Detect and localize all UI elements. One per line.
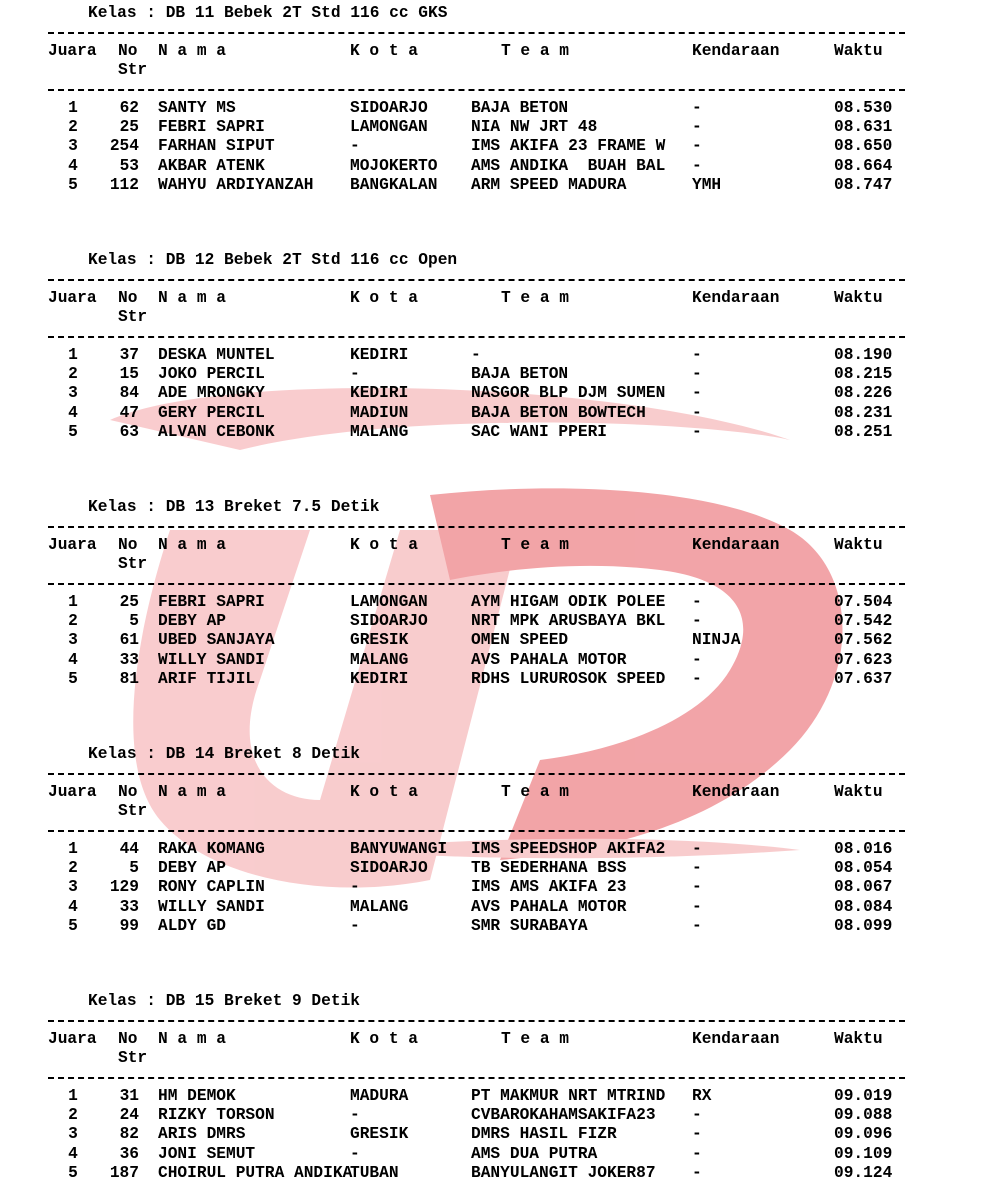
- team-cell: AMS DUA PUTRA: [471, 1144, 598, 1163]
- team-cell: CVBAROKAHAMSAKIFA23: [471, 1106, 656, 1125]
- team-cell: TB SEDERHANA BSS: [471, 859, 627, 878]
- header-waktu: Waktu: [834, 289, 883, 307]
- table-row: [0, 118, 1000, 137]
- separator-line: [48, 583, 905, 585]
- team-cell: NASGOR BLP DJM SUMEN: [471, 384, 666, 403]
- header-juara: Juara: [48, 42, 97, 60]
- kota-cell: MALANG: [350, 897, 409, 916]
- header-kota: K o t a: [350, 783, 418, 801]
- separator-line: [48, 830, 905, 832]
- header-waktu: Waktu: [834, 783, 883, 801]
- kota-cell: LAMONGAN: [350, 118, 428, 137]
- separator-line: [48, 1020, 905, 1022]
- no-start-cell: 81: [119, 669, 139, 688]
- waktu-cell: 08.067: [834, 878, 893, 897]
- kota-cell: TUBAN: [350, 1163, 399, 1182]
- header-str: Str: [118, 308, 148, 326]
- kota-cell: -: [350, 878, 360, 897]
- kota-cell: BANYUWANGI: [350, 840, 448, 858]
- team-cell: BAJA BETON BOWTECH: [471, 403, 646, 422]
- separator-line: [48, 32, 905, 34]
- no-start-cell: 15: [119, 365, 139, 384]
- table-row: [0, 423, 1000, 442]
- header-kota: K o t a: [350, 289, 418, 307]
- juara-cell: 2: [68, 118, 78, 137]
- table-row: [0, 1087, 1000, 1106]
- nama-cell: DESKA MUNTEL: [158, 346, 275, 364]
- kendaraan-cell: NINJA: [692, 631, 741, 650]
- team-cell: NIA NW JRT 48: [471, 118, 598, 137]
- waktu-cell: 08.251: [834, 422, 893, 441]
- waktu-cell: 08.016: [834, 840, 893, 858]
- no-start-cell: 31: [119, 1087, 139, 1105]
- kota-cell: MALANG: [350, 650, 409, 669]
- kota-cell: -: [350, 365, 360, 384]
- header-juara: Juara: [48, 536, 97, 554]
- kota-cell: KEDIRI: [350, 346, 409, 364]
- waktu-cell: 08.084: [834, 897, 893, 916]
- no-start-cell: 5: [129, 612, 139, 631]
- kendaraan-cell: -: [692, 384, 702, 403]
- juara-cell: 5: [68, 422, 78, 441]
- juara-cell: 2: [68, 365, 78, 384]
- table-row: [0, 1164, 1000, 1183]
- waktu-cell: 08.054: [834, 859, 893, 878]
- kendaraan-cell: -: [692, 916, 702, 935]
- team-cell: -: [471, 346, 481, 364]
- juara-cell: 1: [68, 593, 78, 611]
- header-str: Str: [118, 61, 148, 79]
- header-kendaraan: Kendaraan: [692, 783, 780, 801]
- waktu-cell: 07.562: [834, 631, 893, 650]
- table-row: [0, 137, 1000, 156]
- kota-cell: -: [350, 1144, 360, 1163]
- waktu-cell: 07.542: [834, 612, 893, 631]
- nama-cell: WILLY SANDI: [158, 650, 265, 669]
- kota-cell: KEDIRI: [350, 669, 409, 688]
- no-start-cell: 47: [119, 403, 139, 422]
- waktu-cell: 08.664: [834, 156, 893, 175]
- nama-cell: UBED SANJAYA: [158, 631, 275, 650]
- team-cell: AMS ANDIKA BUAH BAL: [471, 156, 666, 175]
- header-kendaraan: Kendaraan: [692, 1030, 780, 1048]
- waktu-cell: 08.747: [834, 175, 893, 194]
- kota-cell: -: [350, 137, 360, 156]
- juara-cell: 4: [68, 897, 78, 916]
- no-start-cell: 24: [119, 1106, 139, 1125]
- juara-cell: 5: [68, 916, 78, 935]
- waktu-cell: 08.190: [834, 346, 893, 364]
- team-cell: AVS PAHALA MOTOR: [471, 650, 627, 669]
- separator-line: [48, 89, 905, 91]
- no-start-cell: 82: [119, 1125, 139, 1144]
- kendaraan-cell: -: [692, 612, 702, 631]
- kendaraan-cell: -: [692, 650, 702, 669]
- separator-line: [48, 526, 905, 528]
- nama-cell: ARIS DMRS: [158, 1125, 246, 1144]
- header-str: Str: [118, 1049, 148, 1067]
- separator-line: [48, 1077, 905, 1079]
- header-kendaraan: Kendaraan: [692, 536, 780, 554]
- kendaraan-cell: -: [692, 1125, 702, 1144]
- table-row: [0, 898, 1000, 917]
- kendaraan-cell: -: [692, 156, 702, 175]
- juara-cell: 5: [68, 669, 78, 688]
- table-row: [0, 1145, 1000, 1164]
- juara-cell: 1: [68, 346, 78, 364]
- nama-cell: SANTY MS: [158, 99, 236, 117]
- team-cell: BAJA BETON: [471, 99, 569, 117]
- nama-cell: FEBRI SAPRI: [158, 593, 265, 611]
- header-juara: Juara: [48, 289, 97, 307]
- no-start-cell: 33: [119, 650, 139, 669]
- table-row: [0, 612, 1000, 631]
- juara-cell: 1: [68, 1087, 78, 1105]
- kota-cell: -: [350, 916, 360, 935]
- header-waktu: Waktu: [834, 1030, 883, 1048]
- waktu-cell: 07.504: [834, 593, 893, 611]
- no-start-cell: 61: [119, 631, 139, 650]
- header-nama: N a m a: [158, 42, 226, 60]
- juara-cell: 2: [68, 612, 78, 631]
- kendaraan-cell: YMH: [692, 175, 722, 194]
- team-cell: PT MAKMUR NRT MTRIND: [471, 1087, 666, 1105]
- kota-cell: GRESIK: [350, 631, 409, 650]
- table-row: [0, 840, 1000, 859]
- no-start-cell: 33: [119, 897, 139, 916]
- kendaraan-cell: -: [692, 897, 702, 916]
- waktu-cell: 08.631: [834, 118, 893, 137]
- header-kota: K o t a: [350, 536, 418, 554]
- section-title: Kelas : DB 11 Bebek 2T Std 116 cc GKS: [88, 4, 448, 22]
- team-cell: RDHS LURUROSOK SPEED: [471, 669, 666, 688]
- section-title: Kelas : DB 13 Breket 7.5 Detik: [88, 498, 380, 516]
- kendaraan-cell: -: [692, 859, 702, 878]
- no-start-cell: 25: [119, 593, 139, 611]
- no-start-cell: 254: [109, 137, 139, 156]
- nama-cell: FEBRI SAPRI: [158, 118, 265, 137]
- juara-cell: 3: [68, 878, 78, 897]
- table-row: [0, 384, 1000, 403]
- nama-cell: GERY PERCIL: [158, 403, 265, 422]
- kendaraan-cell: -: [692, 346, 702, 364]
- header-team: T e a m: [501, 1030, 569, 1048]
- nama-cell: HM DEMOK: [158, 1087, 236, 1105]
- table-row: [0, 157, 1000, 176]
- team-cell: SAC WANI PPERI: [471, 422, 607, 441]
- header-team: T e a m: [501, 536, 569, 554]
- header-nama: N a m a: [158, 783, 226, 801]
- kendaraan-cell: -: [692, 1163, 702, 1182]
- header-team: T e a m: [501, 42, 569, 60]
- section-title: Kelas : DB 15 Breket 9 Detik: [88, 992, 360, 1010]
- team-cell: DMRS HASIL FIZR: [471, 1125, 617, 1144]
- kendaraan-cell: -: [692, 840, 702, 858]
- header-waktu: Waktu: [834, 42, 883, 60]
- juara-cell: 1: [68, 840, 78, 858]
- section-title: Kelas : DB 14 Breket 8 Detik: [88, 745, 360, 763]
- waktu-cell: 09.124: [834, 1163, 893, 1182]
- nama-cell: ALDY GD: [158, 916, 226, 935]
- kota-cell: LAMONGAN: [350, 593, 428, 611]
- no-start-cell: 99: [119, 916, 139, 935]
- waktu-cell: 08.099: [834, 916, 893, 935]
- header-no: No: [118, 289, 138, 307]
- kota-cell: MOJOKERTO: [350, 156, 438, 175]
- no-start-cell: 63: [119, 422, 139, 441]
- nama-cell: ARIF TIJIL: [158, 669, 256, 688]
- juara-cell: 5: [68, 175, 78, 194]
- nama-cell: DEBY AP: [158, 859, 226, 878]
- header-nama: N a m a: [158, 289, 226, 307]
- juara-cell: 2: [68, 859, 78, 878]
- team-cell: IMS AMS AKIFA 23: [471, 878, 627, 897]
- kota-cell: SIDOARJO: [350, 612, 428, 631]
- team-cell: OMEN SPEED: [471, 631, 569, 650]
- table-row: [0, 1125, 1000, 1144]
- juara-cell: 2: [68, 1106, 78, 1125]
- nama-cell: RIZKY TORSON: [158, 1106, 275, 1125]
- nama-cell: AKBAR ATENK: [158, 156, 265, 175]
- separator-line: [48, 773, 905, 775]
- header-juara: Juara: [48, 783, 97, 801]
- waktu-cell: 08.226: [834, 384, 893, 403]
- kendaraan-cell: -: [692, 99, 702, 117]
- table-row: [0, 365, 1000, 384]
- kendaraan-cell: -: [692, 1106, 702, 1125]
- waktu-cell: 09.088: [834, 1106, 893, 1125]
- juara-cell: 3: [68, 631, 78, 650]
- team-cell: IMS SPEEDSHOP AKIFA2: [471, 840, 666, 858]
- nama-cell: JOKO PERCIL: [158, 365, 265, 384]
- header-team: T e a m: [501, 289, 569, 307]
- header-str: Str: [118, 555, 148, 573]
- kendaraan-cell: -: [692, 878, 702, 897]
- header-str: Str: [118, 802, 148, 820]
- waktu-cell: 08.231: [834, 403, 893, 422]
- team-cell: IMS AKIFA 23 FRAME W: [471, 137, 666, 156]
- table-row: [0, 176, 1000, 195]
- table-row: [0, 670, 1000, 689]
- nama-cell: ALVAN CEBONK: [158, 422, 275, 441]
- waktu-cell: 09.109: [834, 1144, 893, 1163]
- header-kendaraan: Kendaraan: [692, 42, 780, 60]
- kendaraan-cell: -: [692, 593, 702, 611]
- kota-cell: KEDIRI: [350, 384, 409, 403]
- team-cell: AVS PAHALA MOTOR: [471, 897, 627, 916]
- no-start-cell: 129: [109, 878, 139, 897]
- kota-cell: -: [350, 1106, 360, 1125]
- header-nama: N a m a: [158, 1030, 226, 1048]
- team-cell: ARM SPEED MADURA: [471, 175, 627, 194]
- header-no: No: [118, 536, 138, 554]
- table-row: [0, 878, 1000, 897]
- nama-cell: ADE MRONGKY: [158, 384, 265, 403]
- kota-cell: GRESIK: [350, 1125, 409, 1144]
- team-cell: SMR SURABAYA: [471, 916, 588, 935]
- juara-cell: 4: [68, 156, 78, 175]
- no-start-cell: 37: [119, 346, 139, 364]
- header-nama: N a m a: [158, 536, 226, 554]
- header-kendaraan: Kendaraan: [692, 289, 780, 307]
- kota-cell: SIDOARJO: [350, 99, 428, 117]
- kota-cell: BANGKALAN: [350, 175, 438, 194]
- team-cell: NRT MPK ARUSBAYA BKL: [471, 612, 666, 631]
- nama-cell: DEBY AP: [158, 612, 226, 631]
- no-start-cell: 5: [129, 859, 139, 878]
- kendaraan-cell: -: [692, 669, 702, 688]
- kota-cell: MADIUN: [350, 403, 409, 422]
- table-row: [0, 1106, 1000, 1125]
- separator-line: [48, 279, 905, 281]
- no-start-cell: 112: [109, 175, 139, 194]
- waktu-cell: 07.637: [834, 669, 893, 688]
- table-row: [0, 593, 1000, 612]
- team-cell: AYM HIGAM ODIK POLEE: [471, 593, 666, 611]
- table-row: [0, 346, 1000, 365]
- kendaraan-cell: -: [692, 365, 702, 384]
- table-row: [0, 651, 1000, 670]
- nama-cell: RAKA KOMANG: [158, 840, 265, 858]
- waktu-cell: 09.096: [834, 1125, 893, 1144]
- kendaraan-cell: -: [692, 118, 702, 137]
- juara-cell: 4: [68, 650, 78, 669]
- team-cell: BAJA BETON: [471, 365, 569, 384]
- kendaraan-cell: -: [692, 403, 702, 422]
- no-start-cell: 187: [109, 1163, 139, 1182]
- header-juara: Juara: [48, 1030, 97, 1048]
- header-team: T e a m: [501, 783, 569, 801]
- kota-cell: MADURA: [350, 1087, 409, 1105]
- waktu-cell: 08.215: [834, 365, 893, 384]
- nama-cell: WAHYU ARDIYANZAH: [158, 175, 314, 194]
- header-kota: K o t a: [350, 1030, 418, 1048]
- table-row: [0, 917, 1000, 936]
- juara-cell: 5: [68, 1163, 78, 1182]
- no-start-cell: 84: [119, 384, 139, 403]
- juara-cell: 4: [68, 1144, 78, 1163]
- table-row: [0, 859, 1000, 878]
- waktu-cell: 08.530: [834, 99, 893, 117]
- no-start-cell: 62: [119, 99, 139, 117]
- kendaraan-cell: -: [692, 137, 702, 156]
- header-no: No: [118, 783, 138, 801]
- team-cell: BANYULANGIT JOKER87: [471, 1163, 656, 1182]
- juara-cell: 3: [68, 137, 78, 156]
- no-start-cell: 44: [119, 840, 139, 858]
- kota-cell: SIDOARJO: [350, 859, 428, 878]
- nama-cell: FARHAN SIPUT: [158, 137, 275, 156]
- kota-cell: MALANG: [350, 422, 409, 441]
- juara-cell: 3: [68, 384, 78, 403]
- nama-cell: CHOIRUL PUTRA ANDIKA: [158, 1163, 353, 1182]
- table-row: [0, 404, 1000, 423]
- waktu-cell: 09.019: [834, 1087, 893, 1105]
- nama-cell: WILLY SANDI: [158, 897, 265, 916]
- kendaraan-cell: -: [692, 1144, 702, 1163]
- waktu-cell: 07.623: [834, 650, 893, 669]
- header-no: No: [118, 42, 138, 60]
- no-start-cell: 53: [119, 156, 139, 175]
- kendaraan-cell: -: [692, 422, 702, 441]
- juara-cell: 3: [68, 1125, 78, 1144]
- waktu-cell: 08.650: [834, 137, 893, 156]
- header-waktu: Waktu: [834, 536, 883, 554]
- separator-line: [48, 336, 905, 338]
- nama-cell: JONI SEMUT: [158, 1144, 256, 1163]
- no-start-cell: 36: [119, 1144, 139, 1163]
- juara-cell: 1: [68, 99, 78, 117]
- header-kota: K o t a: [350, 42, 418, 60]
- header-no: No: [118, 1030, 138, 1048]
- table-row: [0, 99, 1000, 118]
- section-title: Kelas : DB 12 Bebek 2T Std 116 cc Open: [88, 251, 458, 269]
- kendaraan-cell: RX: [692, 1087, 712, 1105]
- table-row: [0, 631, 1000, 650]
- nama-cell: RONY CAPLIN: [158, 878, 265, 897]
- no-start-cell: 25: [119, 118, 139, 137]
- juara-cell: 4: [68, 403, 78, 422]
